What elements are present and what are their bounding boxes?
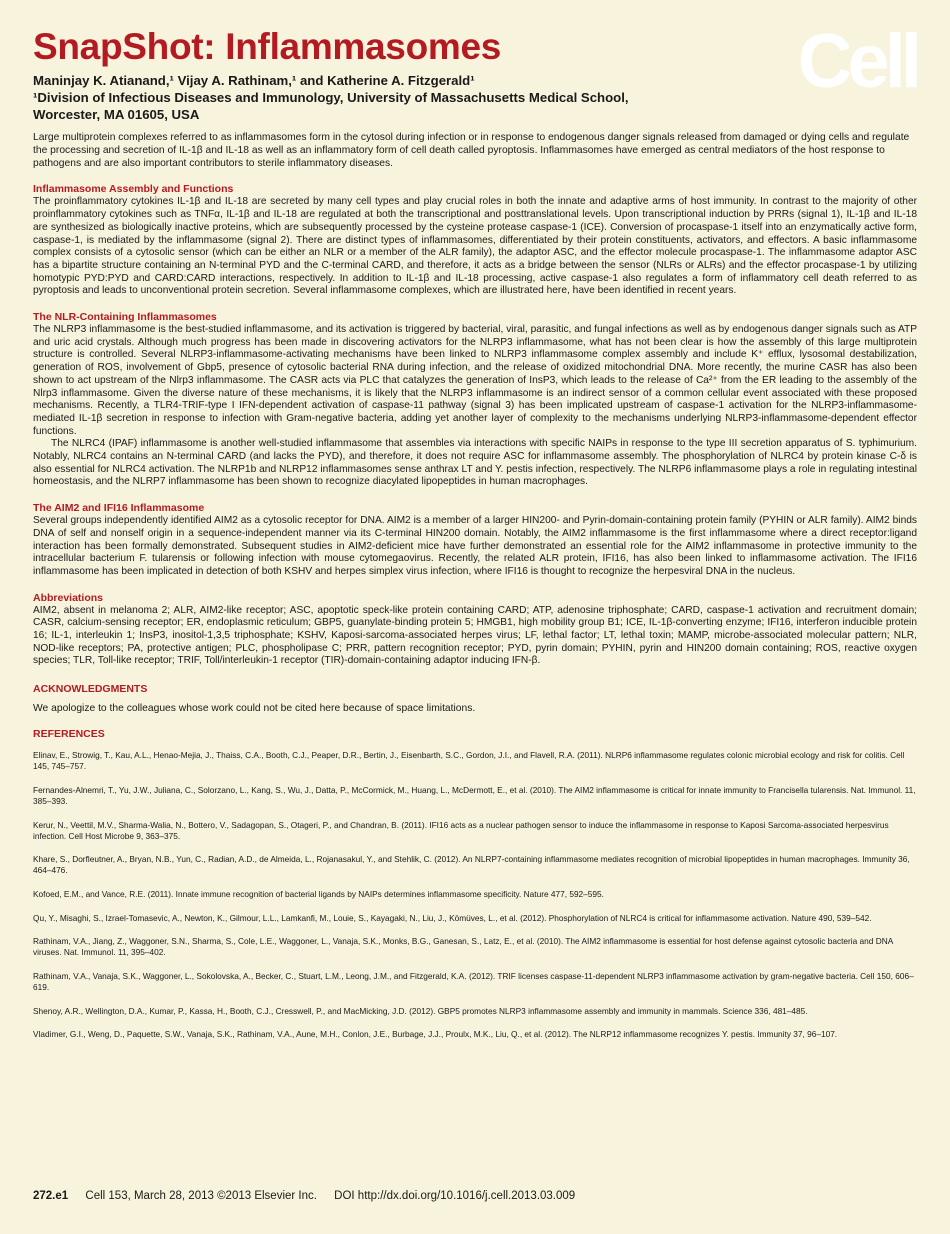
doi-link[interactable]: DOI http://dx.doi.org/10.1016/j.cell.2013.03.009 [334, 1190, 576, 1202]
reference-item: Rathinam, V.A., Jiang, Z., Waggoner, S.N., Sharma, S., Cole, L.E., Waggoner, L., Vanaja, S.K., Monks, B.G., Ganesan, S., Latz, E., et al. (2010). The AIM2 inflammasome is essential for host defense against cytosolic bacteria and DNA viruses. Nat. Immunol. 11, 395–402. [33, 936, 893, 958]
affiliation-line-1: ¹Division of Infectious Diseases and Immunology, University of Massachusetts Medical School, [33, 90, 629, 105]
reference-item: Rathinam, V.A., Vanaja, S.K., Waggoner, L., Sokolovska, A., Becker, C., Stuart, L.M., Leong, J.M., and Fitzgerald, K.A. (2012). TRIF licenses caspase-11-dependent NLRP3 inflammasome activation by gram-negative bacteria. Cell 150, 606–619. [33, 970, 914, 992]
section-text-assembly: The proinflammatory cytokines IL-1β and IL-18 are secreted by many cell types and play crucial roles in both the innate and adaptive arms of host immunity. In contrast to the majority of other proinflammatory cytokines such as TNFα, IL-1β and IL-18 are regulated at both the transcriptional and posttranslational levels. Upon transcriptional induction by PRRs (signal 1), IL-1β and IL-18 are synthesized as biologically inactive proteins, which are subsequently processed by the cysteine protease caspase-1 (ICE). Conversion of procaspase-1 itself into an enzymatically active form, caspase-1, is mediated by the inflammasome (signal 2). There are distinct types of inflammasomes, differentiated by their protein constituents, activators, and effectors. A basic inflammasome complex consists of a cytosolic sensor (which can be either an NLR or a member of the ALR family), the adaptor ASC, and the effector molecule procaspase-1. The inflammasome adaptor ASC has a bipartite structure containing an N-terminal PYD and the C-terminal CARD, and therefore, it acts as a bridge between the sensor (NLRs or ALRs) and the effector procaspase-1 by utilizing homotypic PYD:PYD and CARD:CARD interactions, respectively. In addition to IL-1β and IL-18 processing, active caspase-1 also regulates a form of inflammatory cell death referred to as pyroptosis and leads to unconventional protein secretion. Several inflammasome complexes, which are illustrated here, have been identified in recent years. [33, 196, 917, 297]
reference-item: Shenoy, A.R., Wellington, D.A., Kumar, P., Kassa, H., Booth, C.J., Cresswell, P., and MacMicking, J.D. (2012). GBP5 promotes NLRP3 inflammasome assembly and immunity in mammals. Science 336, 481–485. [33, 1005, 808, 1016]
references-heading: REFERENCES [33, 728, 105, 741]
reference-item: Khare, S., Dorfleutner, A., Bryan, N.B., Yun, C., Radian, A.D., de Almeida, L., Rojanasakul, Y., and Stehlik, C. (2012). An NLRP7-containing inflammasome mediates recognition of microbial lipopeptides in human macrophages. Immunity 36, 464–476. [33, 854, 910, 876]
affiliation-line-2: Worcester, MA 01605, USA [33, 107, 200, 122]
journal-logo: Cell [797, 19, 917, 104]
section-heading-nlr: The NLR-Containing Inflammasomes [33, 311, 217, 324]
reference-list [33, 750, 917, 1040]
article-page [33, 19, 917, 1053]
reference-item: Fernandes-Alnemri, T., Yu, J.W., Juliana, C., Solorzano, L., Kang, S., Wu, J., Datta, P., McCormick, M., Huang, L., McDermott, E., et al. (2010). The AIM2 inflammasome is critical for innate immunity to Francisella tularensis. Nat. Immunol. 11, 385–393. [33, 784, 916, 806]
section-heading-aim2: The AIM2 and IFI16 Inflammasome [33, 502, 205, 515]
section-heading-assembly: Inflammasome Assembly and Functions [33, 183, 234, 196]
reference-item: Kofoed, E.M., and Vance, R.E. (2011). Innate immune recognition of bacterial ligands by NAIPs determines inflammasome specificity. Nature 477, 592–595. [33, 888, 604, 899]
section-heading-abbreviations: Abbreviations [33, 591, 104, 604]
acknowledgments-text: We apologize to the colleagues whose work could not be cited here because of space limitations. [33, 703, 476, 715]
reference-item: Kerur, N., Veettil, M.V., Sharma-Walia, N., Bottero, V., Sadagopan, S., Otageri, P., and Chandran, B. (2011). IFI16 acts as a nuclear pathogen sensor to induce the inflammasome in response to Kaposi Sarcoma-associated herpesvirus infection. Cell Host Microbe 9, 363–375. [33, 819, 889, 841]
journal-citation: Cell 153, March 28, 2013 ©2013 Elsevier Inc. [85, 1190, 317, 1202]
page-number: 272.e1 [33, 1190, 69, 1202]
article-title: SnapShot: Inflammasomes [33, 26, 502, 67]
reference-item: Qu, Y., Misaghi, S., Izrael-Tomasevic, A., Newton, K., Gilmour, L.L., Lamkanfi, M., Louie, S., Kayagaki, N., Liu, J., Kömüves, L., et al. (2012). Phosphorylation of NLRC4 is critical for inflammasome activation. Nature 490, 539–542. [33, 912, 872, 923]
intro-paragraph: Large multiprotein complexes referred to as inflammasomes form in the cytosol during infection or in response to endogenous danger signals released from damaged or dying cells and regulate the processing and secretion of IL-1β and IL-18 as well as an inflammatory form of cell death called pyroptosis. Inflammasomes have emerged as central mediators of the host response to pathogens and are also important contributors to sterile inflammatory diseases. [33, 132, 910, 169]
acknowledgments-heading: ACKNOWLEDGMENTS [33, 683, 148, 696]
section-text-nlr-para2: The NLRC4 (IPAF) inflammasome is another well-studied inflammasome that assembles via interactions with specific NAIPs in response to the type III secretion apparatus of S. typhimurium. Notably, NLRC4 contains an N-terminal CARD (and lacks the PYD), and therefore, it does not require ASC for inflammasome assembly. The phosphorylation of NLRC4 by protein kinase C-δ is also essential for NLRC4 activation. The NLRP1b and NLRP12 inflammasomes sense anthrax LT and Y. pestis infection, respectively. The NLRP6 inflammasome plays a role in regulating intestinal homeostasis, and the NLRP7 inflammasome has been shown to recognize diacylated lipopeptides in human macrophages. [33, 438, 917, 488]
author-list: Maninjay K. Atianand,¹ Vijay A. Rathinam,¹ and Katherine A. Fitzgerald¹ [33, 73, 475, 88]
section-text-nlr-para1: The NLRP3 inflammasome is the best-studied inflammasome, and its activation is triggered by bacterial, viral, parasitic, and fungal infections as well as by endogenous danger signals such as ATP and uric acid crystals. Although much progress has been made in discovering activators for the NLRP3 inflammasome, what has not been clear is how the assembly of this large multiprotein structure is controlled. Several NLRP3-inflammasome-activating mechanisms have been linked to NLRP3 inflammasome complex assembly and include K⁺ efflux, lysosomal destabilization, generation of ROS, involvement of Gbp5, presence of cytosolic bacterial RNA during infection, and the release of oxidized mitochondrial DNA. More recently, the murine CASR has also been shown to act upstream of the Nlrp3 inflammasome. The CASR acts via PLC that catalyzes the generation of InsP3, which leads to the release of Ca²⁺ from the ER leading to the assembly of the Nlrp3 inflammasome. Given the diverse nature of these mechanisms, it is likely that the NLRP3 inflammasome is an indirect sensor of a common cellular event associated with these proposed mechanisms. Recently, a TLR4-TRIF-type I IFN-dependent activation of caspase-11 pathway (signal 3) has been implicated upstream of caspase-1 activation for the NLRP3-inflammasome-mediated IL-1β secretion in response to infection with Gram-negative bacteria, adding yet another layer of complexity to the mechanisms underlying NLRP3-inflammasome-dependent effector functions. [33, 324, 917, 437]
reference-item: Vladimer, G.I., Weng, D., Paquette, S.W., Vanaja, S.K., Rathinam, V.A., Aune, M.H., Conlon, J.E., Burbage, J.J., Proulx, M.K., Liu, Q., et al. (2012). The NLRP12 inflammasome recognizes Y. pestis. Immunity 37, 96–107. [33, 1029, 838, 1040]
reference-item: Elinav, E., Strowig, T., Kau, A.L., Henao-Mejia, J., Thaiss, C.A., Booth, C.J., Peaper, D.R., Bertin, J., Eisenbarth, S.C., Gordon, J.I., and Flavell, R.A. (2011). NLRP6 inflammasome regulates colonic microbial ecology and risk for colitis. Cell 145, 745–757. [33, 750, 905, 772]
section-text-aim2: Several groups independently identified AIM2 as a cytosolic receptor for DNA. AIM2 is a member of a larger HIN200- and Pyrin-domain-containing protein family (PYHIN or ALR family). AIM2 binds DNA of self and nonself origin in a sequence-independent manner via its C-terminal HIN200 domain. Notably, the AIM2 inflammasome is the first inflammasome where a direct receptor:ligand interaction has been formally demonstrated. Subsequent studies in AIM2-deficient mice have further demonstrated an essential role for the AIM2 inflammasome in protective immunity to the intracellular bacterium F. tularensis or following infection with mouse cytomegaovirus. Recently, the related ALR protein, IFI16, has also been linked to inflammasome activation. The IFI16 inflammasome has been implicated in detection of both KSHV and herpes simplex virus infection, where IFI16 is thought to recognize the herpesviral DNA in the nucleus. [33, 515, 917, 577]
page-footer [33, 1189, 575, 1203]
section-text-abbreviations: AIM2, absent in melanoma 2; ALR, AIM2-like receptor; ASC, apoptotic speck-like protein containing CARD; ATP, adenosine triphosphate; CARD, caspase-1 activation and recruitment domain; CASR, calcium-sensing receptor; ER, endoplasmic reticulum; GBP5, guanylate-binding protein 5; HMGB1, high mobility group B1; ICE, IL-1β-converting enzyme; IFI16, interferon inducible protein 16; IL-1, interleukin 1; InsP3, inositol-1,3,5 triphosphate; KSHV, Kaposi-sarcoma-associated herpes virus; LF, lethal factor; LT, lethal toxin; MAMP, microbe-associated molecular pattern; NLR, NOD-like receptors; PA, protective antigen; PLC, phospholipase C; PRR, pattern recognition receptor; PYD, pyrin domain; PYHIN, pyrin and HIN200 domain containing; ROS, reactive oxygen species; TLR, Toll-like receptor; TRIF, Toll/interleukin-1 receptor (TIR)-domain-containing adaptor inducing IFN-β. [33, 604, 917, 667]
